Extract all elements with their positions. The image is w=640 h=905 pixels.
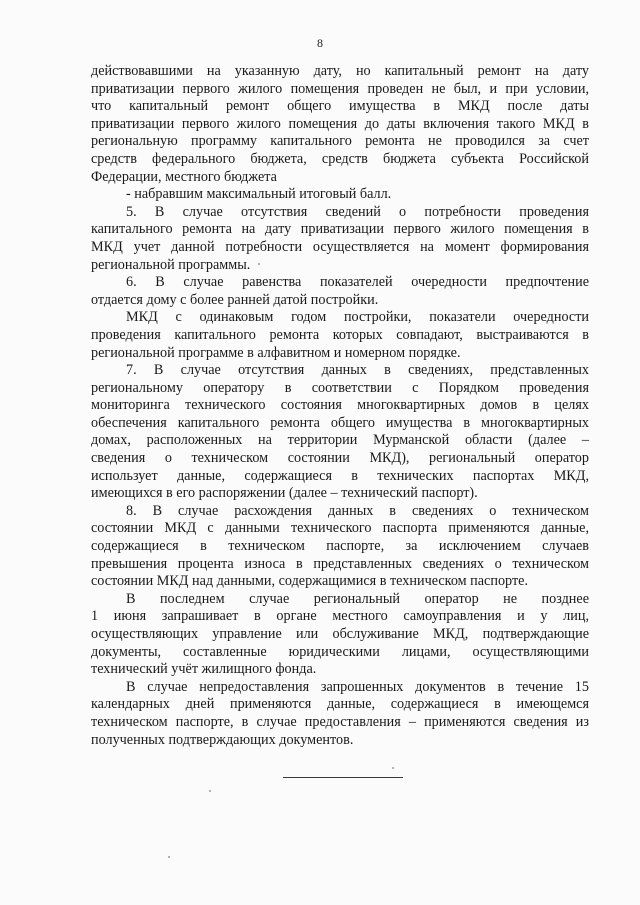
text-line: средств федерального бюджета, средств бюджета субъекта Российской — [91, 150, 589, 167]
text-line: имеющихся в его распоряжении (далее – технический паспорт). — [91, 485, 478, 502]
text-line: В последнем случае региональный оператор не позднее — [126, 590, 589, 607]
text-line: 5. В случае отсутствия сведений о потребности проведения — [126, 203, 589, 220]
text-line: региональную программу капитального ремонта не проводился за счет — [91, 133, 589, 150]
text-line: 8. В случае расхождения данных в сведениях о техническом — [126, 502, 589, 519]
end-separator-line — [283, 777, 403, 778]
page-number: 8 — [317, 36, 323, 50]
text-line: технический учёт жилищного фонда. — [91, 661, 317, 678]
text-line: региональной программе в алфавитном и номерном порядке. — [91, 344, 461, 361]
text-line: использует данные, содержащиеся в технических паспортах МКД, — [91, 467, 589, 484]
text-line: Федерации, местного бюджета — [91, 168, 277, 185]
text-line: техническом паспорте, в случае предоставления – применяются сведения из — [91, 713, 589, 730]
text-line: - набравшим максимальный итоговый балл. — [126, 186, 392, 203]
text-line: 7. В случае отсутствия данных в сведениях, представленных — [126, 362, 589, 379]
text-line: отдается дому с более ранней датой постройки. — [91, 291, 379, 308]
text-line: приватизации первого жилого помещения до даты включения такого МКД в — [91, 115, 589, 132]
text-line: приватизации первого жилого помещения проведен не был, и при условии, — [91, 80, 589, 97]
text-line: 1 июня запрашивает в органе местного самоуправления и у лиц, — [91, 608, 589, 625]
text-line: сведения о техническом состоянии МКД), региональный оператор — [91, 450, 589, 467]
text-line: капитального ремонта на дату приватизации первого жилого помещения в — [91, 221, 589, 238]
text-line: обеспечения капитального ремонта общего имущества в многоквартирных — [91, 414, 589, 431]
text-line: проведения капитального ремонта которых совпадают, выстраиваются в — [91, 326, 589, 343]
scan-speck — [168, 856, 170, 858]
text-line: МКД учет данной потребности осуществляется на момент формирования — [91, 238, 589, 255]
body-text — [91, 63, 589, 749]
text-line: состоянии МКД над данными, содержащимися в техническом паспорте. — [91, 573, 528, 590]
text-line: действовавшими на указанную дату, но капитальный ремонт на дату — [91, 63, 589, 79]
scan-speck — [258, 263, 260, 265]
text-line: содержащиеся в техническом паспорте, за исключением случаев — [91, 538, 589, 555]
text-line: осуществляющих управление или обслуживание МКД, подтверждающие — [91, 626, 589, 642]
text-line: В случае непредоставления запрошенных документов в течение 15 — [126, 678, 589, 695]
text-line: домах, расположенных на территории Мурманской области (далее – — [91, 432, 589, 449]
text-line: региональной программы. — [91, 256, 251, 273]
text-line: мониторинга технического состояния многоквартирных домов в целях — [91, 397, 589, 414]
text-line: МКД с одинаковым годом постройки, показатели очередности — [126, 309, 589, 326]
text-line: полученных подтверждающих документов. — [91, 731, 354, 748]
scan-speck — [392, 767, 394, 769]
text-line: документы, составленные юридическими лицами, осуществляющими — [91, 643, 589, 660]
text-line: состоянии МКД с данными технического паспорта применяются данные, — [91, 520, 589, 537]
text-line: что капитальный ремонт общего имущества в МКД после даты — [91, 98, 589, 115]
text-line: превышения процента износа в представленных сведениях о техническом — [91, 555, 589, 572]
text-line: региональному оператору в соответствии с Порядком проведения — [91, 379, 589, 396]
text-line: 6. В случае равенства показателей очередности предпочтение — [126, 274, 589, 291]
text-line: календарных дней применяются данные, содержащиеся в имеющемся — [91, 696, 589, 713]
scan-speck — [209, 790, 211, 792]
